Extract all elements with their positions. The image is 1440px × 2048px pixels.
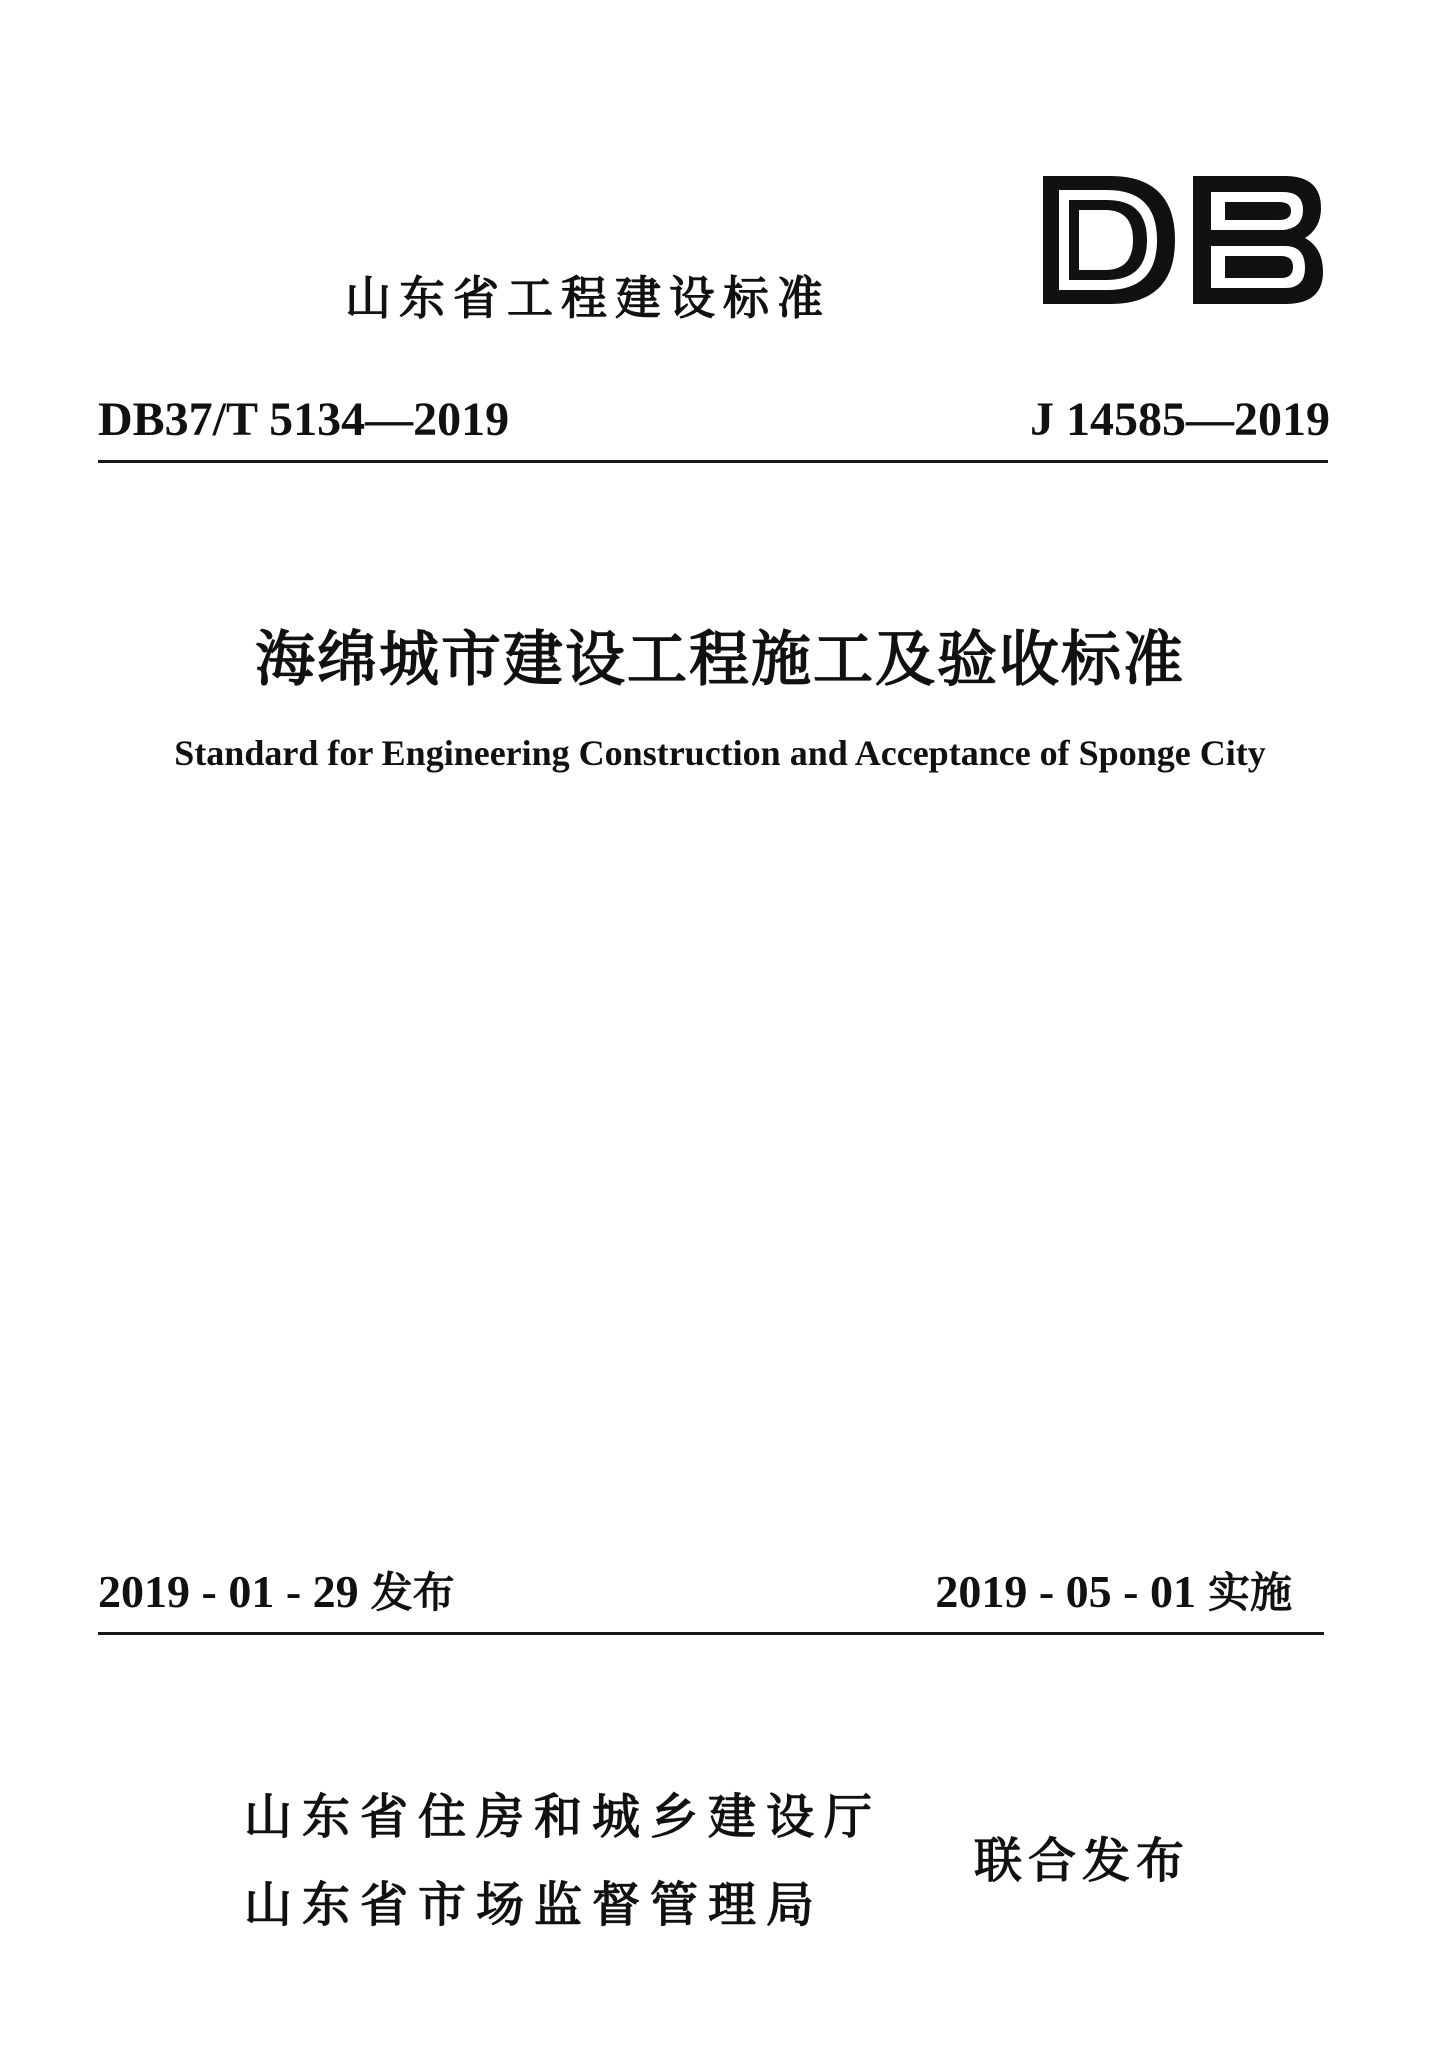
title-chinese: 海绵城市建设工程施工及验收标准 <box>255 625 1185 695</box>
title-english: Standard for Engineering Construction and Acceptance of Sponge City <box>174 733 1266 773</box>
db-logo-b-letter <box>1193 176 1323 304</box>
implement-date: 2019 - 05 - 01 <box>935 1566 1196 1617</box>
issue-date: 2019 - 01 - 29 <box>98 1566 359 1617</box>
issuer-line-1: 山东省住房和城乡建设厅 <box>244 1789 883 1845</box>
header-divider <box>98 460 1328 463</box>
implement-label: 实施 <box>1207 1568 1292 1617</box>
record-number: J 14585—2019 <box>1030 393 1330 446</box>
db-logo-d-letter <box>1043 176 1175 304</box>
standard-number: DB37/T 5134—2019 <box>98 393 510 446</box>
footer-divider <box>98 1632 1324 1635</box>
issue-date-line <box>98 1560 455 1620</box>
standard-category: 山东省工程建设标准 <box>345 271 831 325</box>
joint-issue-label: 联合发布 <box>974 1833 1191 1889</box>
issue-label: 发布 <box>370 1568 455 1617</box>
implement-date-line <box>935 1560 1292 1620</box>
db-logo <box>1035 170 1325 310</box>
issuer-line-2: 山东省市场监督管理局 <box>244 1877 825 1933</box>
